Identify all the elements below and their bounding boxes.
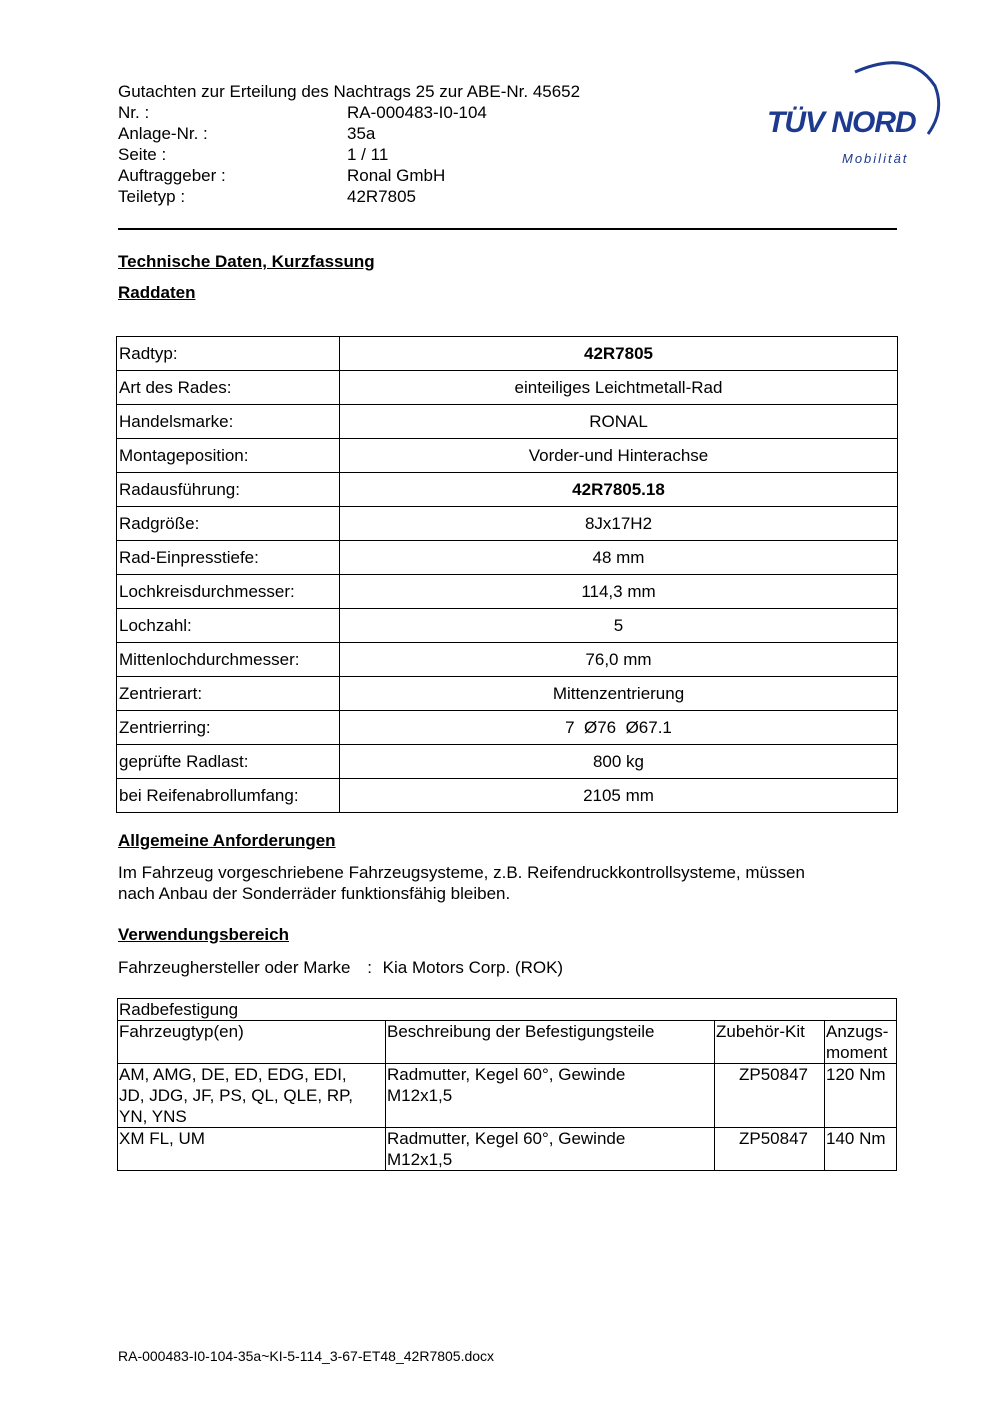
footer-filename: RA-000483-I0-104-35a~KI-5-114_3-67-ET48_42R7805.docx — [118, 1348, 495, 1364]
table-row — [118, 1128, 897, 1171]
cell-line: M12x1,5 — [387, 1150, 453, 1169]
header-field-nr — [118, 102, 580, 123]
row-value: 114,3 mm — [340, 575, 898, 609]
description-cell — [386, 1064, 715, 1128]
manufacturer-label: Fahrzeughersteller oder Marke — [118, 958, 351, 977]
column-header — [825, 1021, 897, 1064]
row-label: bei Reifenabrollumfang: — [117, 779, 340, 813]
section-heading-raddaten: Raddaten — [118, 283, 196, 302]
row-value: Vorder-und Hinterachse — [340, 439, 898, 473]
cell-line: YN, YNS — [119, 1107, 187, 1126]
cell-line: Radmutter, Kegel 60°, Gewinde — [387, 1065, 626, 1084]
table-row — [117, 371, 898, 405]
mounting-table — [117, 998, 897, 1171]
vehicle-types-cell — [118, 1128, 386, 1171]
row-label: Radausführung: — [117, 473, 340, 507]
tuev-nord-logo — [760, 56, 945, 176]
row-label: Zentrierart: — [117, 677, 340, 711]
header-value: 35a — [347, 124, 376, 143]
header-field-anlage — [118, 123, 580, 144]
column-header: Beschreibung der Befestigungsteile — [386, 1021, 715, 1064]
table-row — [117, 745, 898, 779]
section-heading-tech: Technische Daten, Kurzfassung — [118, 252, 375, 271]
header-key: Seite : — [118, 145, 167, 164]
kit-cell: ZP50847 — [715, 1128, 825, 1171]
column-header: Zubehör-Kit — [715, 1021, 825, 1064]
row-label: Lochzahl: — [117, 609, 340, 643]
row-value: 800 kg — [340, 745, 898, 779]
header-value: RA-000483-I0-104 — [347, 103, 487, 122]
table-title-row — [118, 999, 897, 1021]
row-label: Radgröße: — [117, 507, 340, 541]
row-value: RONAL — [340, 405, 898, 439]
table-row — [117, 609, 898, 643]
row-value: 8Jx17H2 — [340, 507, 898, 541]
logo-subtitle: Mobilität — [842, 151, 909, 166]
table-row — [117, 575, 898, 609]
column-header: Fahrzeugtyp(en) — [118, 1021, 386, 1064]
row-label: Lochkreisdurchmesser: — [117, 575, 340, 609]
row-value: 42R7805 — [340, 337, 898, 371]
header-line: moment — [826, 1043, 888, 1062]
manufacturer-value: Kia Motors Corp. (ROK) — [382, 958, 564, 977]
header-key: Teiletyp : — [118, 187, 186, 206]
header-line: Anzugs- — [826, 1022, 889, 1041]
row-value: Mittenzentrierung — [340, 677, 898, 711]
row-label: Rad-Einpresstiefe: — [117, 541, 340, 575]
requirements-line: Im Fahrzeug vorgeschriebene Fahrzeugsysteme, z.B. Reifendruckkontrollsysteme, müssen — [118, 863, 805, 882]
header-field-seite — [118, 144, 580, 165]
row-value: 42R7805.18 — [340, 473, 898, 507]
row-label: Mittenlochdurchmesser: — [117, 643, 340, 677]
cell-line: M12x1,5 — [387, 1086, 453, 1105]
document-header — [118, 81, 580, 207]
description-cell — [386, 1128, 715, 1171]
row-label: Zentrierring: — [117, 711, 340, 745]
row-value: 48 mm — [340, 541, 898, 575]
row-value: 5 — [340, 609, 898, 643]
row-label: Radtyp: — [117, 337, 340, 371]
manufacturer-separator: : — [367, 958, 372, 977]
header-divider — [118, 228, 897, 230]
table-row — [117, 779, 898, 813]
table-row — [117, 643, 898, 677]
row-value: einteiliges Leichtmetall-Rad — [340, 371, 898, 405]
row-label: Montageposition: — [117, 439, 340, 473]
table-row — [117, 711, 898, 745]
header-value: 1 / 11 — [347, 145, 389, 164]
row-value: 76,0 mm — [340, 643, 898, 677]
row-label: geprüfte Radlast: — [117, 745, 340, 779]
header-field-auftraggeber — [118, 165, 580, 186]
table-row — [117, 507, 898, 541]
table-row — [117, 541, 898, 575]
row-label: Handelsmarke: — [117, 405, 340, 439]
table-header-row — [118, 1021, 897, 1064]
table-row — [117, 405, 898, 439]
wheel-data-table — [116, 336, 898, 813]
logo-brand: TÜV NORD — [767, 106, 916, 139]
row-value: 2105 mm — [340, 779, 898, 813]
cell-line: JD, JDG, JF, PS, QL, QLE, RP, — [119, 1086, 353, 1105]
cell-line: Radmutter, Kegel 60°, Gewinde — [387, 1129, 626, 1148]
row-label: Art des Rades: — [117, 371, 340, 405]
header-value: 42R7805 — [347, 187, 417, 206]
cell-line: XM FL, UM — [119, 1129, 205, 1148]
kit-cell: ZP50847 — [715, 1064, 825, 1128]
requirements-line: nach Anbau der Sonderräder funktionsfähig bleiben. — [118, 884, 511, 903]
table-row — [117, 337, 898, 371]
torque-cell: 120 Nm — [825, 1064, 897, 1128]
manufacturer-line — [118, 957, 563, 978]
table-row — [117, 439, 898, 473]
cell-line: AM, AMG, DE, ED, EDG, EDI, — [119, 1065, 347, 1084]
header-key: Anlage-Nr. : — [118, 124, 208, 143]
report-title: Gutachten zur Erteilung des Nachtrags 25 zur ABE-Nr. 45652 — [118, 82, 581, 101]
header-key: Auftraggeber : — [118, 166, 226, 185]
section-heading-allgemein: Allgemeine Anforderungen — [118, 831, 336, 850]
header-field-teiletyp — [118, 186, 580, 207]
torque-cell: 140 Nm — [825, 1128, 897, 1171]
header-value: Ronal GmbH — [347, 166, 446, 185]
table-row — [118, 1064, 897, 1128]
requirements-text — [118, 862, 805, 904]
header-key: Nr. : — [118, 103, 150, 122]
table-title: Radbefestigung — [118, 999, 897, 1021]
table-row — [117, 677, 898, 711]
section-heading-verwendung: Verwendungsbereich — [118, 925, 289, 944]
vehicle-types-cell — [118, 1064, 386, 1128]
table-row — [117, 473, 898, 507]
row-value: 7 Ø76 Ø67.1 — [340, 711, 898, 745]
